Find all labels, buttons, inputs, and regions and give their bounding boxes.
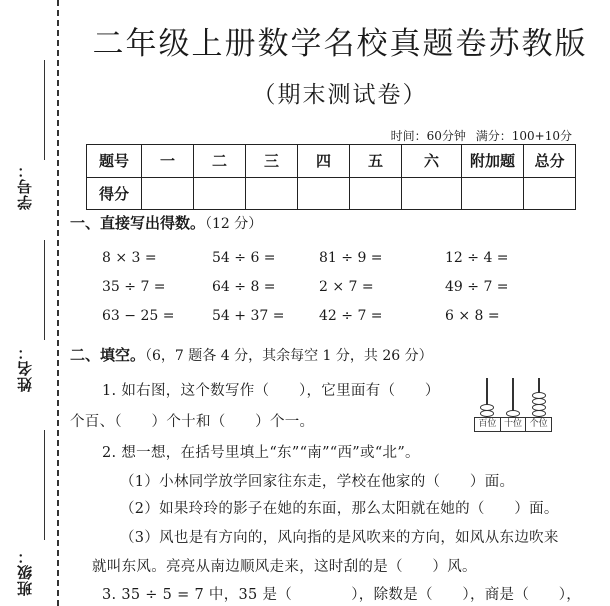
score-header-cell: 四 bbox=[298, 145, 350, 178]
student-id-blank bbox=[44, 60, 45, 160]
exam-full-marks: 满分：100+10分 bbox=[475, 129, 572, 143]
calc-item: 54 ÷ 6 = bbox=[212, 250, 276, 266]
calc-item: 42 ÷ 7 = bbox=[319, 308, 383, 324]
question-2-3-line-2: 就叫东风。亮亮从南边顺风走来，这时刮的是（ ）风。 bbox=[92, 559, 477, 575]
abacus-label-hundreds: 百位 bbox=[475, 418, 501, 431]
class-label: 班级： bbox=[16, 548, 34, 596]
score-cell[interactable] bbox=[298, 177, 350, 210]
section1-heading bbox=[70, 212, 262, 233]
abacus-bead-ones bbox=[532, 410, 546, 417]
section1-title: 一、直接写出得数。 bbox=[70, 214, 206, 232]
calc-item: 64 ÷ 8 = bbox=[212, 279, 276, 295]
abacus-figure bbox=[474, 376, 552, 432]
abacus-label-ones: 个位 bbox=[529, 419, 548, 429]
calc-item: 8 × 3 = bbox=[102, 250, 157, 266]
score-cell[interactable] bbox=[524, 177, 576, 210]
score-cell[interactable] bbox=[142, 177, 194, 210]
abacus-label-tens: 十位 bbox=[501, 418, 527, 431]
question-2-intro: 2. 想一想，在括号里填上“东”“南”“西”或“北”。 bbox=[102, 445, 420, 461]
abacus-bead-ones bbox=[532, 398, 546, 405]
calc-item: 6 × 8 = bbox=[445, 308, 500, 324]
exam-title: 二年级上册数学名校真题卷苏教版 bbox=[92, 26, 588, 62]
calc-item: 49 ÷ 7 = bbox=[445, 279, 509, 295]
name-blank bbox=[44, 240, 45, 340]
section2-note: （6，7 题各 4 分，其余每空 1 分，共 26 分） bbox=[145, 348, 433, 364]
score-header-cell: 三 bbox=[246, 145, 298, 178]
calc-item: 12 ÷ 4 = bbox=[445, 250, 509, 266]
student-id-label: 学号： bbox=[16, 162, 34, 210]
question-2-3-line-1: （3）风也是有方向的，风向指的是风吹来的方向，如风从东边吹来 bbox=[120, 530, 559, 546]
calc-item: 2 × 7 = bbox=[319, 279, 374, 295]
score-table bbox=[86, 144, 576, 210]
student-id-field bbox=[14, 60, 54, 210]
score-cell[interactable] bbox=[350, 177, 402, 210]
class-blank bbox=[44, 430, 45, 540]
name-field bbox=[14, 240, 54, 400]
score-header-cell: 总分 bbox=[524, 145, 576, 178]
calc-grid bbox=[102, 244, 572, 331]
exam-subtitle: （期末测试卷） bbox=[252, 82, 428, 108]
score-row-label: 得分 bbox=[87, 177, 142, 210]
question-3: 3. 35 ÷ 5 = 7 中，35 是（ ），除数是（ ），商是（ ）， bbox=[102, 587, 582, 603]
question-2-1: （1）小林同学放学回家往东走，学校在他家的（ ）面。 bbox=[120, 474, 515, 490]
calc-item: 81 ÷ 9 = bbox=[319, 250, 383, 266]
score-cell[interactable] bbox=[246, 177, 298, 210]
abacus-bead-ones bbox=[532, 392, 546, 399]
abacus-bead-hundreds bbox=[480, 410, 494, 417]
tear-line bbox=[57, 0, 59, 606]
name-label: 姓名： bbox=[16, 344, 34, 392]
exam-time: 时间：60分钟 bbox=[390, 129, 466, 143]
exam-meta bbox=[385, 127, 572, 144]
score-cell[interactable] bbox=[462, 177, 524, 210]
score-header-cell: 六 bbox=[402, 145, 462, 178]
score-table-score-row bbox=[87, 177, 576, 210]
score-header-cell: 附加题 bbox=[462, 145, 524, 178]
score-cell[interactable] bbox=[402, 177, 462, 210]
abacus-bead-ones bbox=[532, 404, 546, 411]
section1-note: （12 分） bbox=[205, 216, 263, 232]
score-header-cell: 二 bbox=[194, 145, 246, 178]
abacus-base bbox=[474, 417, 552, 432]
score-header-cell: 题号 bbox=[87, 145, 142, 178]
calc-item: 54 + 37 = bbox=[212, 308, 285, 324]
score-header-cell: 一 bbox=[142, 145, 194, 178]
abacus-bead-hundreds bbox=[480, 404, 494, 411]
question-1-line-2: 个百、（ ）个十和（ ）个一。 bbox=[70, 414, 315, 430]
score-table-header-row bbox=[87, 145, 576, 178]
calc-item: 35 ÷ 7 = bbox=[102, 279, 166, 295]
question-2-2: （2）如果玲玲的影子在她的东面，那么太阳就在她的（ ）面。 bbox=[120, 501, 559, 517]
section2-title: 二、填空。 bbox=[70, 346, 146, 364]
question-1-line-1: 1. 如右图，这个数写作（ ），它里面有（ ） bbox=[102, 383, 440, 399]
binding-margin bbox=[0, 0, 70, 606]
calc-item: 63 − 25 = bbox=[102, 308, 175, 324]
score-header-cell: 五 bbox=[350, 145, 402, 178]
score-cell[interactable] bbox=[194, 177, 246, 210]
class-field bbox=[14, 430, 54, 606]
section2-heading bbox=[70, 344, 433, 365]
abacus-bead-tens bbox=[506, 410, 520, 417]
